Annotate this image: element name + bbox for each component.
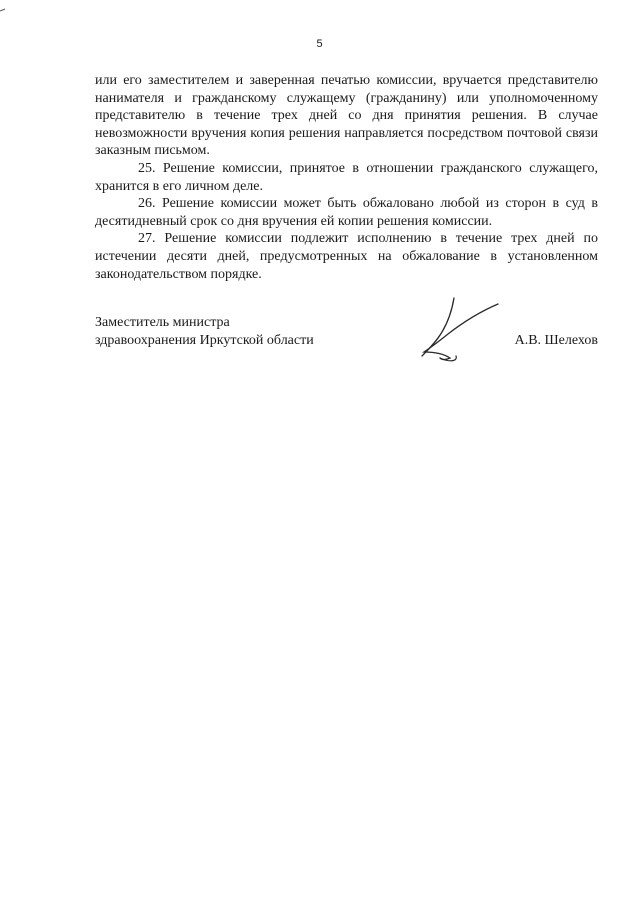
paragraph-27: 27. Решение комиссии подлежит исполнению в течение трех дней по истечении десяти дней, предусмотренных на обжалование в установленном законодательством порядке. (95, 231, 598, 282)
signatory-position-line-1: Заместитель министра (95, 315, 230, 330)
paragraph-25: 25. Решение комиссии, принятое в отношении гражданского служащего, хранится в его личном деле. (95, 160, 598, 194)
signature-block (95, 314, 598, 350)
signatory-name: А.В. Шелехов (514, 333, 598, 348)
page-number: 5 (316, 38, 323, 50)
scan-edge-mark (0, 8, 6, 12)
handwritten-signature (418, 296, 500, 366)
paragraph-26: 26. Решение комиссии может быть обжаловано любой из сторон в суд в десятидневный срок со дня вручения ей копии решения комиссии. (95, 196, 598, 229)
signatory-position-line-2: здравоохранения Иркутской области (95, 333, 314, 348)
document-body (95, 72, 598, 283)
paragraph-continuation: или его заместителем и заверенная печатью комиссии, вручается представителю нанимателя и гражданскому служащему (гражданину) или уполномоченному представителю в течение трех дней со дня принятия решения. В случае невозможности вручения копия решения направляется посредством почтовой связи заказным письмом. (95, 73, 598, 159)
